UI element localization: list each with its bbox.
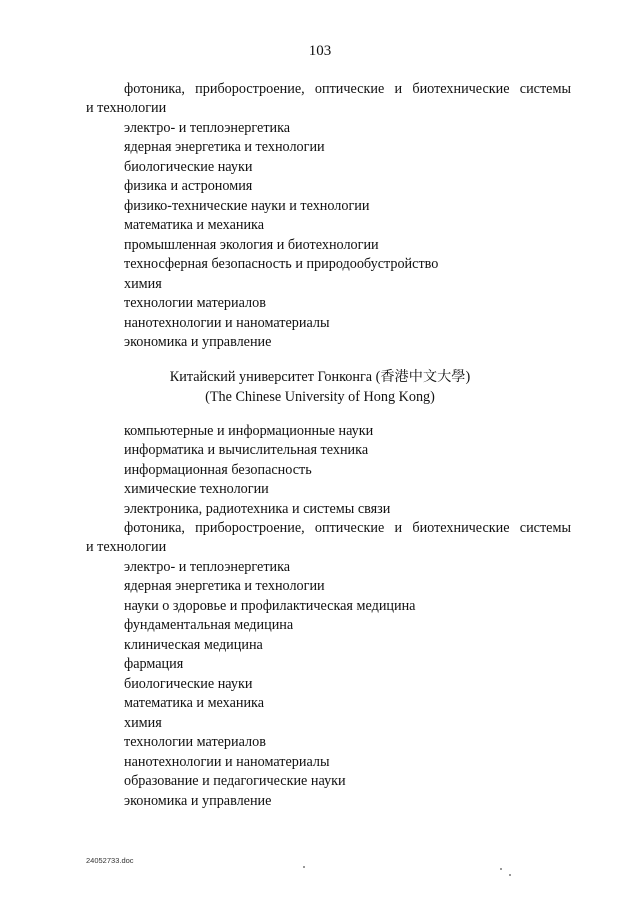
scan-speck [303, 866, 305, 868]
list-item: электро- и теплоэнергетика [124, 559, 291, 575]
list-item: ядерная энергетика и технологии [124, 578, 325, 594]
list-item: экономика и управление [124, 793, 272, 809]
list-item: электро- и теплоэнергетика [124, 120, 291, 136]
list-item: математика и механика [124, 217, 265, 233]
list-item: нанотехнологии и наноматериалы [124, 315, 330, 331]
list-item: клиническая медицина [124, 637, 263, 653]
footer-filename: 24052733.doc [86, 856, 134, 865]
list-item: математика и механика [124, 695, 265, 711]
list-item: промышленная экология и биотехнологии [124, 237, 379, 253]
list-item: химические технологии [124, 481, 269, 497]
list-item: нанотехнологии и наноматериалы [124, 754, 330, 770]
list-item: биологические науки [124, 676, 253, 692]
list-item: химия [124, 715, 162, 731]
list-item: электроника, радиотехника и системы связи [124, 501, 391, 517]
list-item: ядерная энергетика и технологии [124, 139, 325, 155]
list-item: информатика и вычислительная техника [124, 442, 369, 458]
list-item: и технологии [86, 100, 167, 116]
list-item: физико-технические науки и технологии [124, 198, 370, 214]
list-item: образование и педагогические науки [124, 773, 346, 789]
page-number: 103 [308, 43, 332, 59]
scan-speck [509, 874, 511, 876]
list-item: науки о здоровье и профилактическая медицина [124, 598, 416, 614]
list-item: фотоника, приборостроение, оптические и биотехнические системы [124, 81, 571, 97]
list-item: экономика и управление [124, 334, 272, 350]
list-item: и технологии [86, 539, 167, 555]
list-item: физика и астрономия [124, 178, 253, 194]
list-item: техносферная безопасность и природообустройство [124, 256, 439, 272]
list-item: биологические науки [124, 159, 253, 175]
scan-speck [500, 868, 502, 870]
university-title-en: (The Chinese University of Hong Kong) [205, 389, 435, 405]
list-item: технологии материалов [124, 734, 266, 750]
university-title-ru: Китайский университет Гонконга (香港中文大學) [169, 369, 471, 385]
list-item: химия [124, 276, 162, 292]
list-item: фармация [124, 656, 184, 672]
list-item: информационная безопасность [124, 462, 312, 478]
list-item: фундаментальная медицина [124, 617, 294, 633]
list-item: компьютерные и информационные науки [124, 423, 374, 439]
list-item: фотоника, приборостроение, оптические и биотехнические системы [124, 520, 571, 536]
list-item: технологии материалов [124, 295, 266, 311]
